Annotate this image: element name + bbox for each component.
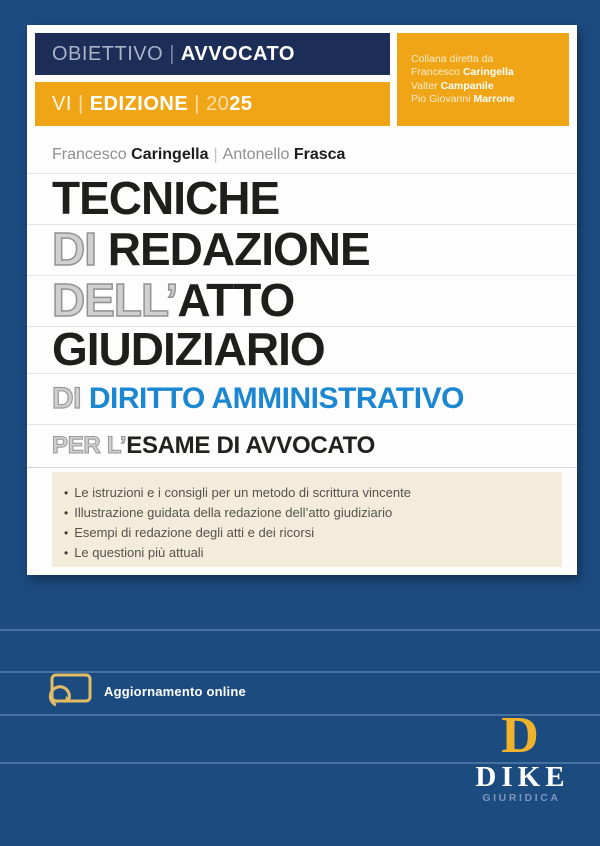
bullet-item-1: • Le istruzioni e i consigli per un metodo di scrittura vincente [64,485,411,500]
edition-banner [35,82,390,126]
subtitle-exam: PER L’ESAME DI AVVOCATO [52,432,375,459]
collana-intro: Collana diretta da [411,52,494,65]
title-divider [27,467,577,468]
title-line-3: DELL’ATTO [52,274,295,326]
title-line-4: GIUDIZIARIO [52,323,325,375]
author-2-last: Frasca [293,146,346,163]
bullet-item-3: • Esempi di redazione degli atti e dei ricorsi [64,525,315,540]
edition-separator-2: | 20 [188,93,230,115]
collana-director-3: Pio Giovanni Marrone [411,93,515,105]
bullet-item-4: • Le questioni più attuali [64,545,204,560]
update-online-badge [48,672,246,710]
update-online-label: Aggiornamento online [104,683,246,699]
update-online-icon [48,672,94,710]
series-banner-separator: | [169,43,175,65]
title-line-2: DI REDAZIONE [52,223,370,275]
edition-separator-1: | [71,93,90,115]
bullet-marker: • [64,546,69,560]
dike-tagline: GIURIDICA [482,792,561,804]
author-separator: | [213,146,218,163]
title-line-1: TECNICHE [52,172,280,224]
series-banner [35,33,390,75]
subtitle-subject: DI DIRITTO AMMINISTRATIVO [52,382,464,415]
book-cover-card [27,25,577,575]
series-banner-light-text: OBIETTIVO [52,43,164,65]
author-line [52,140,345,170]
dike-initial: D [501,707,539,764]
bullet-item-2: • Illustrazione guidata della redazione dell’atto giudiziario [64,505,393,520]
series-banner-strong-text: AVVOCATO [180,43,295,65]
bullet-marker: • [64,506,69,520]
edition-roman-numeral: VI [52,93,72,115]
bullet-marker: • [64,486,69,500]
author-1-last: Caringella [131,146,209,163]
edition-label: EDIZIONE [89,93,189,115]
edition-year-bold: 25 [229,93,253,115]
background-rule-line-1 [0,629,600,631]
collana-director-1: Francesco Caringella [411,66,514,78]
dike-name: DIKE [475,761,570,793]
publisher-logo [450,707,590,805]
highlights-panel [52,472,562,567]
bullet-marker: • [64,526,69,540]
author-2-first: Antonello [222,146,294,163]
author-1-first: Francesco [52,146,132,163]
collana-director-2: Valter Campanile [411,79,494,92]
collana-box [397,33,569,126]
